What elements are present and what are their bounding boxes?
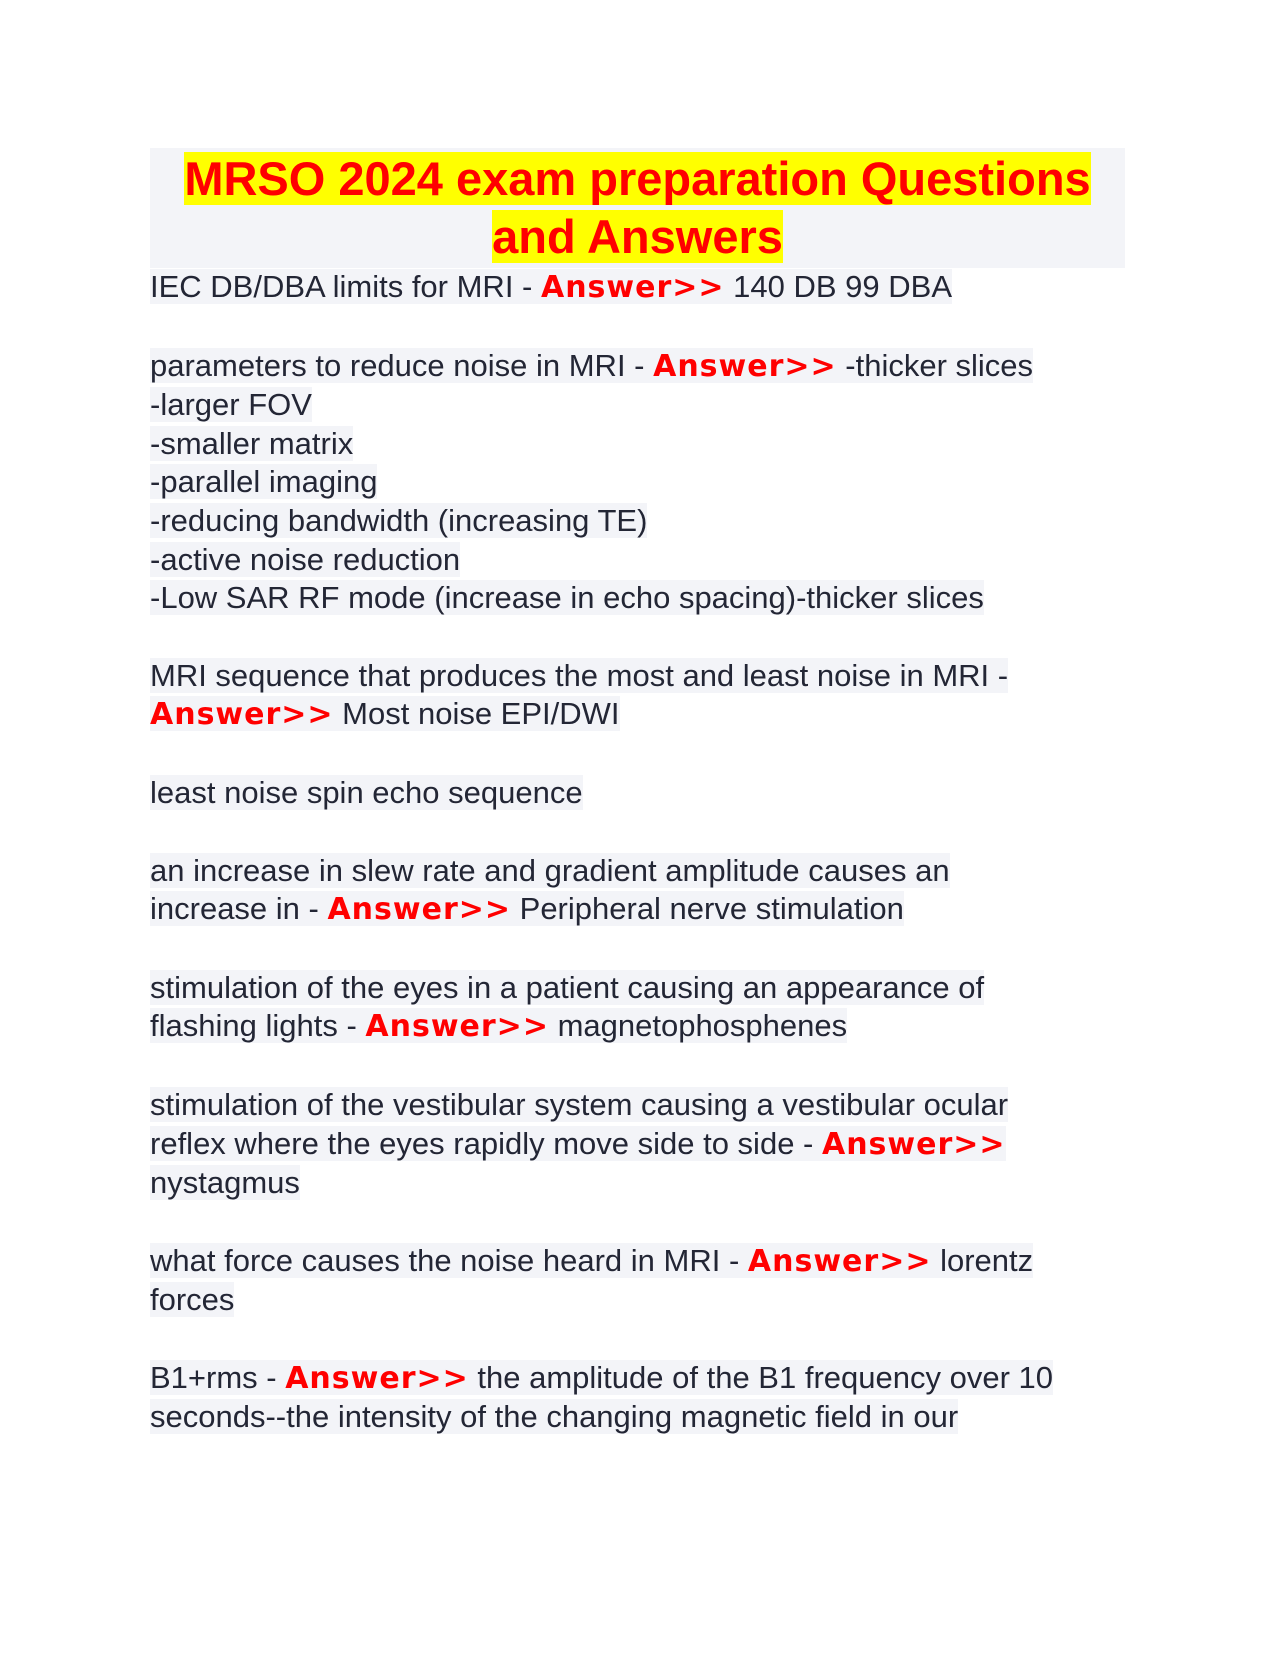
line-text bbox=[150, 1126, 1006, 1161]
line-text bbox=[150, 1399, 958, 1434]
qa-line bbox=[150, 502, 1125, 541]
answer-marker: Answer>> bbox=[821, 1126, 1006, 1162]
answer-text: lorentz bbox=[931, 1242, 1034, 1278]
qa-line bbox=[150, 774, 1125, 813]
qa-line bbox=[150, 386, 1125, 425]
question-text: B1+rms - bbox=[150, 1359, 286, 1395]
qa-line bbox=[150, 1359, 1125, 1399]
qa-line bbox=[150, 1281, 1125, 1320]
text-segment: forces bbox=[150, 1282, 235, 1318]
line-text bbox=[150, 853, 950, 888]
line-text bbox=[150, 891, 904, 926]
answer-marker: Answer>> bbox=[540, 270, 725, 305]
line-text bbox=[150, 1165, 300, 1200]
answer-text: -thicker slices bbox=[836, 347, 1034, 383]
document-title: MRSO 2024 exam preparation Questions and Answers bbox=[184, 152, 1091, 263]
qa-entry bbox=[150, 268, 1125, 308]
question-text: reflex where the eyes rapidly move side to side - bbox=[150, 1125, 822, 1161]
question-text: IEC DB/DBA limits for MRI - bbox=[150, 269, 541, 304]
qa-entry bbox=[150, 1359, 1125, 1437]
line-text bbox=[150, 464, 377, 499]
qa-line bbox=[150, 890, 1125, 930]
question-text: what force causes the noise heard in MRI - bbox=[150, 1242, 748, 1278]
answer-marker: Answer>> bbox=[747, 1243, 932, 1279]
title-block bbox=[150, 148, 1125, 268]
line-text bbox=[150, 1360, 1053, 1395]
line-text bbox=[150, 503, 647, 538]
line-text bbox=[150, 1008, 847, 1043]
qa-line bbox=[150, 1242, 1125, 1282]
line-text bbox=[150, 775, 583, 810]
text-segment: -larger FOV bbox=[150, 387, 312, 423]
qa-entry bbox=[150, 969, 1125, 1047]
line-text bbox=[150, 580, 984, 615]
text-segment: -parallel imaging bbox=[150, 464, 378, 500]
text-segment: an increase in slew rate and gradient amplitude causes an bbox=[150, 852, 950, 888]
qa-entry bbox=[150, 852, 1125, 930]
qa-line bbox=[150, 1398, 1125, 1437]
qa-line bbox=[150, 1125, 1125, 1165]
text-segment: -active noise reduction bbox=[150, 541, 461, 577]
line-text bbox=[150, 696, 620, 731]
qa-line bbox=[150, 1164, 1125, 1203]
qa-line bbox=[150, 852, 1125, 891]
line-text bbox=[150, 1243, 1033, 1278]
qa-line bbox=[150, 695, 1125, 735]
text-segment: seconds--the intensity of the changing magnetic field in our bbox=[150, 1399, 959, 1435]
answer-text: Peripheral nerve stimulation bbox=[511, 891, 904, 927]
answer-marker: Answer>> bbox=[150, 697, 334, 733]
answer-text: magnetophosphenes bbox=[548, 1008, 848, 1044]
line-text bbox=[150, 1282, 234, 1317]
answer-marker: Answer>> bbox=[285, 1360, 469, 1396]
question-text: parameters to reduce noise in MRI - bbox=[150, 347, 654, 383]
text-segment: stimulation of the vestibular system causing a vestibular ocular bbox=[150, 1086, 1009, 1122]
answer-marker: Answer>> bbox=[365, 1009, 549, 1045]
answer-marker: Answer>> bbox=[653, 348, 837, 384]
qa-line bbox=[150, 463, 1125, 502]
text-segment: MRI sequence that produces the most and least noise in MRI - bbox=[150, 657, 1009, 693]
qa-line bbox=[150, 425, 1125, 464]
line-text bbox=[150, 269, 952, 304]
qa-entry bbox=[150, 1242, 1125, 1320]
qa-line bbox=[150, 657, 1125, 696]
qa-line bbox=[150, 969, 1125, 1008]
qa-entry bbox=[150, 774, 1125, 813]
qa-line bbox=[150, 1007, 1125, 1047]
line-text bbox=[150, 970, 984, 1005]
line-text bbox=[150, 658, 1008, 693]
question-text: flashing lights - bbox=[150, 1008, 366, 1044]
qa-line bbox=[150, 268, 1125, 308]
answer-text: the amplitude of the B1 frequency over 10 bbox=[468, 1359, 1053, 1395]
qa-line bbox=[150, 579, 1125, 618]
answer-marker: Answer>> bbox=[327, 892, 512, 928]
text-segment: -Low SAR RF mode (increase in echo spacing)-thicker slices bbox=[150, 580, 984, 616]
text-segment: nystagmus bbox=[150, 1165, 300, 1201]
answer-text: Most noise EPI/DWI bbox=[333, 696, 620, 732]
answer-text: 140 DB 99 DBA bbox=[724, 269, 953, 304]
line-text bbox=[150, 542, 460, 577]
text-segment: stimulation of the eyes in a patient causing an appearance of bbox=[150, 969, 985, 1005]
qa-entry bbox=[150, 347, 1125, 618]
qa-entry bbox=[150, 1086, 1125, 1203]
line-text bbox=[150, 348, 1033, 383]
line-text bbox=[150, 1087, 1008, 1122]
line-text bbox=[150, 387, 312, 422]
qa-line bbox=[150, 347, 1125, 387]
document-page bbox=[150, 148, 1125, 1476]
text-segment: -smaller matrix bbox=[150, 425, 354, 461]
qa-line bbox=[150, 1086, 1125, 1125]
text-segment: least noise spin echo sequence bbox=[150, 774, 583, 810]
question-text: increase in - bbox=[150, 891, 328, 927]
text-segment: -reducing bandwidth (increasing TE) bbox=[150, 502, 648, 538]
qa-line bbox=[150, 541, 1125, 580]
qa-list bbox=[150, 268, 1125, 1437]
line-text bbox=[150, 426, 353, 461]
qa-entry bbox=[150, 657, 1125, 735]
